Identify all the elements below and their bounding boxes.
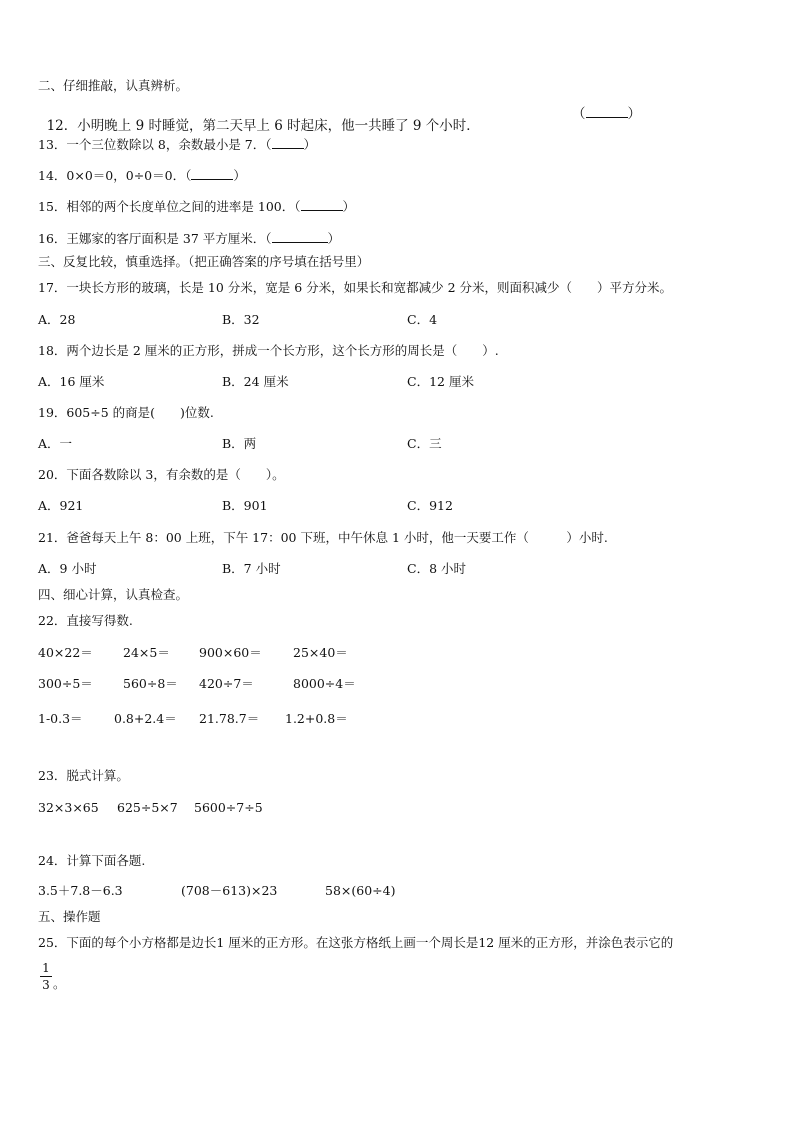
question-24-title: 24．计算下面各题. [38,853,146,868]
q17-option-c[interactable]: C．4 [407,312,438,327]
q14-answer-blank[interactable] [191,168,233,180]
q19-option-c[interactable]: C．三 [407,436,442,451]
q22-item: 21.78.7＝ [199,711,260,726]
question-12-answer[interactable] [572,106,641,122]
q12-answer-blank[interactable] [586,106,628,118]
question-19-text: 19．605÷5 的商是( )位数. [38,405,214,420]
question-21-text: 21．爸爸每天上午 8：00 上班，下午 17：00 下班，中午休息 1 小时，他一天要工作（ ）小时. [38,530,608,545]
section-3-heading: 三、反复比较，慎重选择。（把正确答案的序号填在括号里） [38,254,370,269]
question-14 [38,168,246,183]
q24-item: (708－613)×23 [181,883,278,898]
question-13 [38,137,316,152]
question-12-text: 12．小明晚上 9 时睡觉，第二天早上 6 时起床，他一共睡了 9 个小时． [46,117,480,134]
question-14-text: 14．0×0＝0，0÷0＝0．（ [38,168,192,183]
q13-close-paren: ） [303,137,317,152]
question-17-text: 17．一块长方形的玻璃，长是 10 分米，宽是 6 分米，如果长和宽都减少 2 分米，则面积减少（ ）平方分米。 [38,280,673,295]
section-2-heading: 二、仔细推敲，认真辨析。 [38,78,189,93]
section-4-heading: 四、细心计算，认真检查。 [38,587,189,602]
q12-close-paren: ） [627,106,641,122]
q15-close-paren: ） [342,199,356,214]
q20-option-c[interactable]: C．912 [407,498,453,513]
q22-item: 1-0.3＝ [38,711,83,726]
question-25-text: 25．下面的每个小方格都是边长1 厘米的正方形。在这张方格纸上画一个周长是12 厘米的正方形，并涂色表示它的 [38,935,674,950]
q13-answer-blank[interactable] [272,137,304,149]
q20-option-a[interactable]: A．921 [38,498,84,513]
q18-option-b[interactable]: B．24 厘米 [222,374,289,389]
question-15 [38,199,355,214]
q22-item: 0.8+2.4＝ [114,711,177,726]
section-5-heading: 五、操作题 [38,909,101,924]
q23-item: 5600÷7÷5 [194,800,263,815]
q21-option-a[interactable]: A．9 小时 [38,561,97,576]
question-16 [38,231,340,246]
q15-answer-blank[interactable] [301,199,343,211]
q18-option-c[interactable]: C．12 厘米 [407,374,474,389]
q21-option-b[interactable]: B．7 小时 [222,561,281,576]
question-13-text: 13．一个三位数除以 8，余数最小是 7．（ [38,137,272,152]
q23-item: 625÷5×7 [117,800,178,815]
question-25-end-mark: 。 [53,976,66,991]
fraction-bar [40,976,52,977]
question-23-title: 23．脱式计算。 [38,768,129,783]
question-18-text: 18．两个边长是 2 厘米的正方形，拼成一个长方形，这个长方形的周长是（ ）. [38,343,499,358]
q22-item: 25×40＝ [293,645,348,660]
q22-item: 1.2+0.8＝ [285,711,348,726]
q20-option-b[interactable]: B．901 [222,498,268,513]
q16-answer-blank[interactable] [272,231,328,243]
q24-item: 3.5＋7.8－6.3 [38,883,123,898]
q19-option-a[interactable]: A．一 [38,436,73,451]
fraction-numerator: 1 [42,961,50,975]
q16-close-paren: ） [327,231,341,246]
q22-item: 560÷8＝ [123,676,178,691]
q22-item: 24×5＝ [123,645,170,660]
q18-option-a[interactable]: A．16 厘米 [38,374,105,389]
q22-item: 900×60＝ [199,645,262,660]
q14-close-paren: ） [233,168,246,183]
q17-option-a[interactable]: A．28 [38,312,76,327]
question-22-title: 22．直接写得数. [38,613,133,628]
q22-item: 40×22＝ [38,645,93,660]
q22-item: 8000÷4＝ [293,676,356,691]
question-20-text: 20．下面各数除以 3，有余数的是（ ）。 [38,467,285,482]
q21-option-c[interactable]: C．8 小时 [407,561,466,576]
q12-open-paren: （ [572,106,586,122]
question-16-text: 16．王娜家的客厅面积是 37 平方厘米．（ [38,231,272,246]
q19-option-b[interactable]: B．两 [222,436,257,451]
q22-item: 300÷5＝ [38,676,93,691]
one-third-fraction [40,962,52,991]
q24-item: 58×(60÷4) [325,883,396,898]
question-15-text: 15．相邻的两个长度单位之间的进率是 100．（ [38,199,301,214]
q17-option-b[interactable]: B．32 [222,312,260,327]
q22-item: 420÷7＝ [199,676,254,691]
q23-item: 32×3×65 [38,800,99,815]
fraction-denominator: 3 [42,978,50,992]
question-12 [38,106,480,133]
